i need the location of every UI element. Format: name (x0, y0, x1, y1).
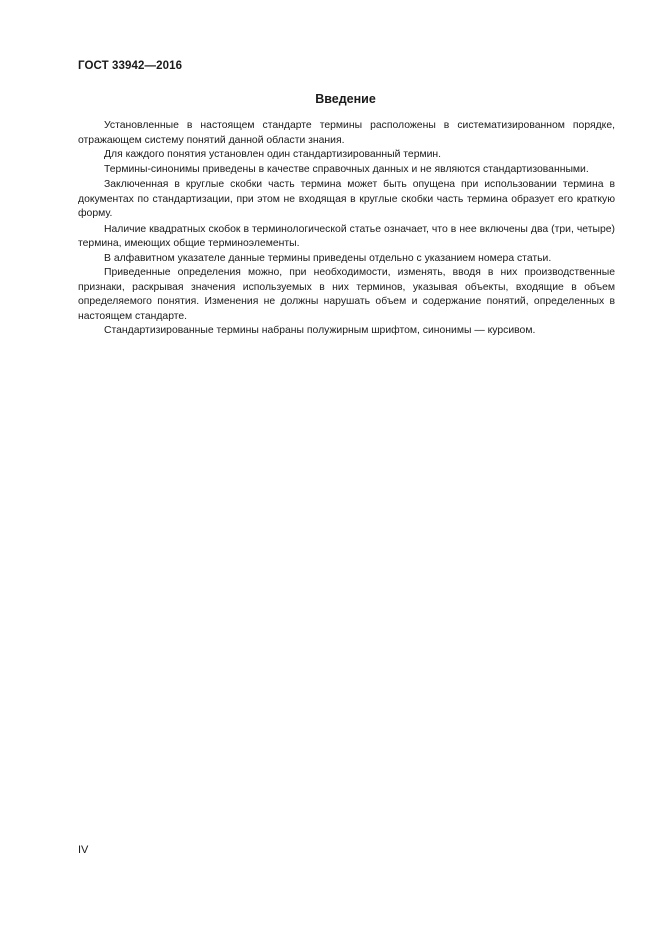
paragraph: Заключенная в круглые скобки часть термина может быть опущена при использовании термина в документах по стандартизации, при этом не входящая в круглые скобки часть термина образует его краткую форму. (78, 179, 615, 219)
section-title: Введение (315, 92, 376, 106)
page-number: IV (78, 844, 89, 856)
paragraph: Стандартизированные термины набраны полужирным шрифтом, синонимы — курсивом. (104, 325, 536, 336)
paragraph: Наличие квадратных скобок в терминологической статье означает, что в нее включены два (три, четыре) термина, имеющих общие терминоэлементы. (78, 223, 615, 249)
paragraph: Для каждого понятия установлен один стандартизированный термин. (104, 149, 442, 160)
paragraph: Установленные в настоящем стандарте термины расположены в систематизированном порядке, отражающем систему понятий данной области знания. (78, 120, 615, 146)
paragraph: Термины-синонимы приведены в качестве справочных данных и не являются стандартизованными. (104, 163, 589, 175)
document-code: ГОСТ 33942—2016 (78, 60, 183, 72)
paragraph: Приведенные определения можно, при необходимости, изменять, вводя в них производственные признаки, раскрывая значения используемых в них терминов, указывая объекты, входящие в объем определяемого понятия. Изменения не должны нарушать объем и содержание понятий, определенных в настоящем стандарте. (78, 267, 615, 322)
body-text (78, 119, 615, 339)
paragraph: В алфавитном указателе данные термины приведены отдельно с указанием номера статьи. (104, 252, 552, 264)
